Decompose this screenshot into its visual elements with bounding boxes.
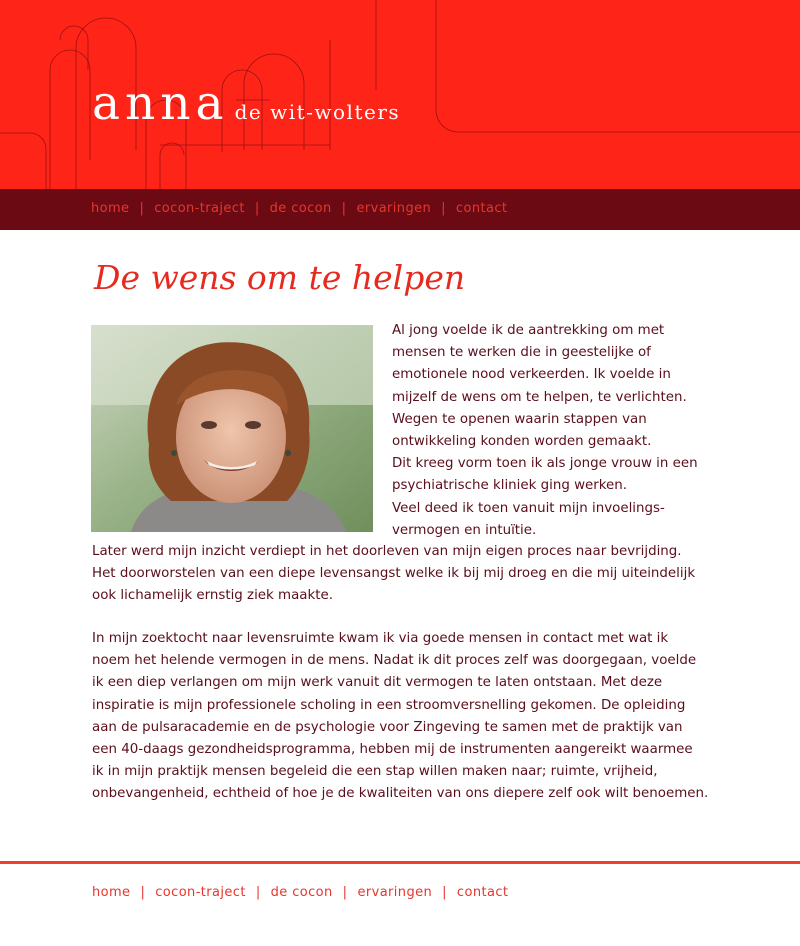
- footer-divider: [0, 861, 800, 864]
- footer-nav: [92, 885, 508, 900]
- footer-nav-contact[interactable]: contact: [456, 885, 509, 900]
- text-line: Wegen te openen waarin stappen van: [392, 411, 647, 427]
- intro-text: [392, 320, 722, 542]
- site-header: [0, 0, 800, 189]
- text-line: een 40-daags gezondheidsprogramma, hebben mij de instrumenten aangereikt waarmee: [92, 742, 693, 758]
- footer-nav-home[interactable]: home: [92, 885, 131, 900]
- text-line: Dit kreeg vorm toen ik als jonge vrouw in een: [392, 456, 698, 472]
- text-line: emotionele nood verkeerden. Ik voelde in: [392, 367, 671, 383]
- page-title: De wens om te helpen: [94, 258, 466, 297]
- text-line: onbevangenheid, echtheid of hoe je de kwaliteiten van ons diepere zelf ook wilt benoemen.: [92, 786, 709, 802]
- logo-first-name: anna: [92, 76, 229, 131]
- main-nav: [91, 201, 507, 216]
- nav-separator: |: [139, 201, 145, 216]
- nav-separator: |: [254, 201, 260, 216]
- main-nav-bar: [0, 189, 800, 230]
- nav-separator: |: [342, 885, 348, 900]
- text-line: Het doorworstelen van een diepe levensangst welke ik bij mij droeg en die mij uiteindelijk: [92, 566, 696, 582]
- text-line: ik in mijn praktijk mensen begeleid die een stap willen maken naar; ruimte, vrijheid,: [92, 764, 658, 780]
- nav-contact[interactable]: contact: [455, 201, 508, 216]
- nav-cocon-traject[interactable]: cocon-traject: [154, 201, 245, 216]
- footer-nav-ervaringen[interactable]: ervaringen: [357, 885, 433, 900]
- logo-surname: de wit-wolters: [234, 100, 401, 124]
- text-line: noem het helende vermogen in de mens. Nadat ik dit proces zelf was doorgegaan, voelde: [92, 653, 697, 669]
- nav-separator: |: [442, 885, 447, 900]
- text-line: Later werd mijn inzicht verdiept in het doorleven van mijn eigen proces naar bevrijding.: [92, 544, 682, 559]
- paragraph-2: [92, 628, 732, 806]
- text-line: ontwikkeling konden worden gemaakt.: [392, 434, 652, 450]
- nav-separator: |: [441, 201, 446, 216]
- text-line: Veel deed ik toen vanuit mijn invoelings-: [392, 500, 665, 516]
- nav-separator: |: [341, 201, 347, 216]
- nav-home[interactable]: home: [91, 201, 130, 216]
- text-line: ook lichamelijk ernstig ziek maakte.: [92, 588, 333, 604]
- footer-nav-cocon-traject[interactable]: cocon-traject: [155, 885, 246, 900]
- nav-separator: |: [140, 885, 146, 900]
- site-logo[interactable]: [92, 76, 400, 131]
- text-line: aan de pulsaracademie en de psychologie voor Zingeving te samen met de praktijk van: [92, 719, 683, 735]
- footer-nav-de-cocon[interactable]: de cocon: [270, 885, 333, 900]
- text-line: Al jong voelde ik de aantrekking om met: [392, 323, 665, 338]
- text-line: psychiatrische kliniek ging werken.: [392, 478, 628, 494]
- portrait-photo: [91, 325, 373, 532]
- text-line: ik een diep verlangen om mijn werk vanuit dit vermogen te laten ontstaan. Met deze: [92, 675, 663, 691]
- text-line: mijzelf de wens om te helpen, te verlichten.: [392, 389, 687, 405]
- text-line: inspiratie is mijn professionele scholing in een stroomversnelling gekomen. De opleiding: [92, 697, 686, 713]
- nav-ervaringen[interactable]: ervaringen: [356, 201, 432, 216]
- nav-separator: |: [255, 885, 261, 900]
- text-line: vermogen en intuïtie.: [392, 522, 537, 538]
- text-line: mensen te werken die in geestelijke of: [392, 345, 651, 361]
- text-line: In mijn zoektocht naar levensruimte kwam ik via goede mensen in contact met wat ik: [92, 631, 669, 646]
- paragraph-1: [92, 541, 732, 608]
- nav-de-cocon[interactable]: de cocon: [269, 201, 332, 216]
